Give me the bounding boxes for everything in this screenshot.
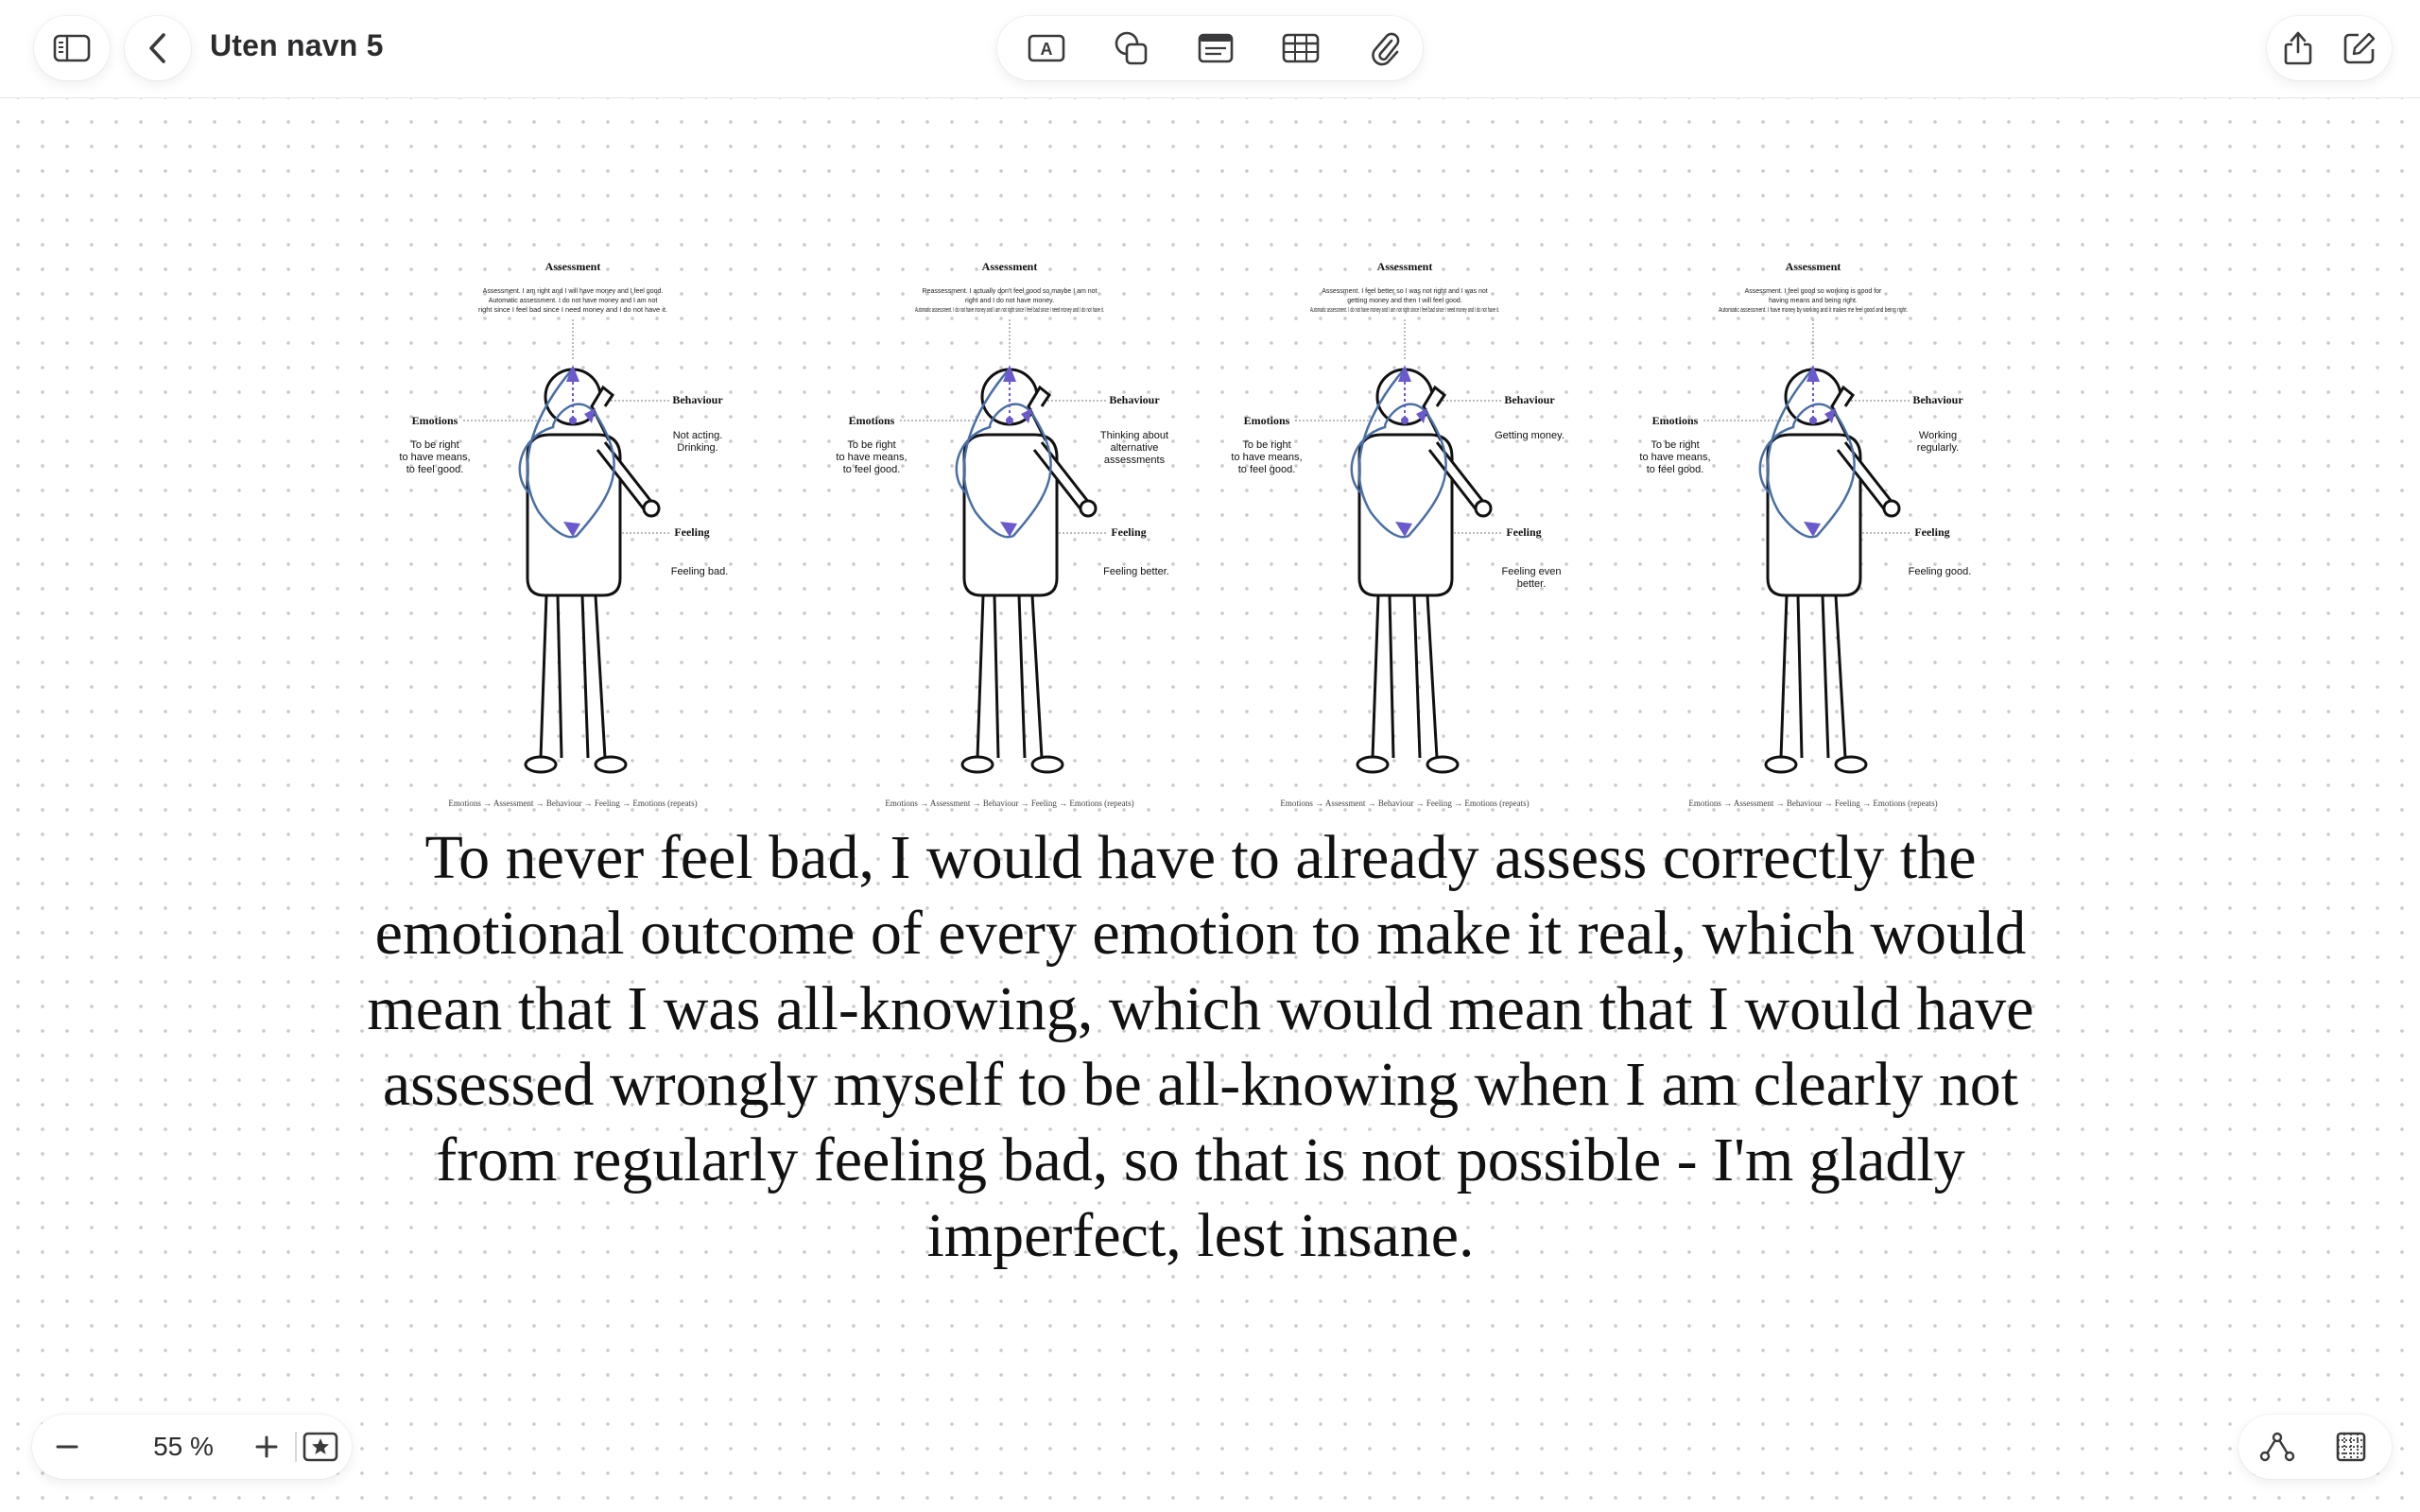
text-box-icon bbox=[1027, 32, 1066, 64]
assessment-line: Assessment. I feel good so working is good for bbox=[1744, 288, 1882, 295]
emotions-title: Emotions bbox=[848, 414, 895, 427]
stick-figure-diagram bbox=[388, 248, 729, 815]
emotions_text-line: to have means, bbox=[836, 452, 908, 463]
share-button[interactable] bbox=[2265, 15, 2331, 81]
back-button[interactable] bbox=[125, 15, 191, 81]
assessment-line: right and I do not have money. bbox=[964, 298, 1055, 304]
bottom-right-controls bbox=[2238, 1415, 2392, 1479]
table-tool-button[interactable] bbox=[1268, 15, 1334, 81]
emotions_text-line: To be right bbox=[1651, 439, 1700, 451]
stick-figure-diagram bbox=[824, 248, 1169, 815]
emotions_text-line: to feel good. bbox=[1646, 464, 1704, 475]
feeling_text-line: Feeling even bbox=[1501, 566, 1562, 577]
table-icon bbox=[1281, 32, 1321, 64]
connectors-icon bbox=[2258, 1430, 2296, 1464]
note-tool-button[interactable] bbox=[1183, 15, 1249, 81]
svg-text:A: A bbox=[1040, 40, 1053, 59]
behaviour_text-line: Getting money. bbox=[1495, 430, 1564, 441]
assessment-line: Assessment. I feel better so I was not right and I was not bbox=[1322, 288, 1488, 295]
cycle-caption: Emotions → Assessment → Behaviour → Feeling → Emotions (repeats) bbox=[1688, 799, 1938, 808]
back-pill bbox=[125, 16, 191, 80]
assessment-line: Automatic assessment. I have money by working and it makes me feel good and being right. bbox=[1719, 307, 1909, 314]
behaviour_text-line: Not acting. bbox=[672, 430, 723, 441]
assessment-line: getting money and then I will feel good. bbox=[1347, 298, 1462, 304]
shapes-icon bbox=[1113, 30, 1150, 66]
assessment-title: Assessment bbox=[981, 260, 1038, 273]
grid-icon bbox=[2334, 1430, 2368, 1464]
emotions-title: Emotions bbox=[1243, 414, 1290, 427]
share-compose-pill bbox=[2267, 16, 2392, 80]
behaviour-title: Behaviour bbox=[1109, 393, 1160, 406]
stick-figure-diagram bbox=[1219, 248, 1564, 815]
behaviour_text-line: alternative bbox=[1110, 442, 1159, 454]
document-title[interactable]: Uten navn 5 bbox=[210, 28, 384, 62]
assessment-title: Assessment bbox=[544, 260, 601, 273]
freeform-canvas[interactable] bbox=[0, 98, 2420, 1512]
zoom-out-button[interactable] bbox=[34, 1414, 100, 1480]
behaviour_text-line: Drinking. bbox=[677, 442, 718, 454]
figure-illustration[interactable] bbox=[388, 248, 729, 815]
compose-icon bbox=[2342, 30, 2377, 66]
assessment-line: right since I feel bad since I need money and I do not have it. bbox=[478, 307, 668, 314]
feeling_text-line: better. bbox=[1516, 578, 1547, 590]
grid-toggle-button[interactable] bbox=[2318, 1414, 2384, 1480]
assessment-line: Automatic assessment. I do not have money and I am not right since I feel bad since I need money and I do not have it. bbox=[915, 307, 1105, 314]
assessment-title: Assessment bbox=[1785, 260, 1841, 273]
assessment-line: having means and being right. bbox=[1769, 298, 1858, 304]
emotions-title: Emotions bbox=[411, 414, 458, 427]
assessment-title: Assessment bbox=[1376, 260, 1433, 273]
behaviour-title: Behaviour bbox=[1912, 393, 1963, 406]
sidebar-icon bbox=[53, 33, 91, 63]
cycle-caption: Emotions → Assessment → Behaviour → Feeling → Emotions (repeats) bbox=[448, 799, 698, 808]
figure-illustration[interactable] bbox=[1219, 248, 1564, 815]
minus-icon bbox=[54, 1434, 80, 1460]
behaviour-title: Behaviour bbox=[1504, 393, 1555, 406]
figure-illustration[interactable] bbox=[1628, 248, 1972, 815]
chevron-left-icon bbox=[147, 31, 169, 65]
paperclip-icon bbox=[1369, 29, 1401, 67]
emotions-title: Emotions bbox=[1651, 414, 1699, 427]
shape-tool-button[interactable] bbox=[1098, 15, 1165, 81]
emotions_text-line: To be right bbox=[410, 439, 459, 451]
emotions_text-line: to feel good. bbox=[406, 464, 464, 475]
emotions_text-line: to have means, bbox=[1639, 452, 1711, 463]
feeling_text-line: Feeling bad. bbox=[670, 566, 729, 577]
feeling-title: Feeling bbox=[1914, 525, 1950, 539]
sidebar-toggle-pill bbox=[34, 16, 110, 80]
text-box-tool-button[interactable] bbox=[1013, 15, 1080, 81]
share-icon bbox=[2282, 29, 2314, 67]
insert-tools-pill bbox=[997, 16, 1423, 80]
behaviour-title: Behaviour bbox=[672, 393, 723, 406]
star-frame-icon bbox=[302, 1431, 339, 1463]
emotions_text-line: To be right bbox=[1242, 439, 1291, 451]
feeling-title: Feeling bbox=[1506, 525, 1542, 539]
connection-mode-button[interactable] bbox=[2244, 1414, 2310, 1480]
emotions_text-line: To be right bbox=[847, 439, 896, 451]
sticky-note-icon bbox=[1197, 32, 1235, 64]
assessment-line: Assessment. I am right and I will have money and I feel good. bbox=[482, 288, 664, 295]
assessment-line: Automatic assessment. I do not have money and I am not right since I feel bad since I need money and I do not have it. bbox=[1310, 307, 1500, 314]
cycle-caption: Emotions → Assessment → Behaviour → Feeling → Emotions (repeats) bbox=[1280, 799, 1530, 808]
behaviour_text-line: assessments bbox=[1103, 455, 1166, 466]
top-toolbar bbox=[0, 0, 2420, 98]
emotions_text-line: to feel good. bbox=[842, 464, 901, 475]
feeling-title: Feeling bbox=[674, 525, 710, 539]
compose-button[interactable] bbox=[2326, 15, 2393, 81]
sidebar-toggle-button[interactable] bbox=[39, 15, 105, 81]
assessment-line: Reassessment. I actually don't feel good so maybe I am not bbox=[922, 288, 1098, 295]
quote-text-box[interactable]: To never feel bad, I would have to already assess correctly the emotional outcome of every emotion to make it real, which would mean that I was all-knowing, which would mean that I would have assessed wrongly myself to be all-knowing when I am clearly not from regularly feeling bad, so that is not possible - I'm gladly imperfect, lest insane. bbox=[367, 823, 2034, 1270]
feeling_text-line: Feeling better. bbox=[1103, 566, 1169, 577]
zoom-level[interactable]: 55 % bbox=[153, 1432, 214, 1461]
behaviour_text-line: Working bbox=[1918, 430, 1958, 441]
figure-illustration[interactable] bbox=[824, 248, 1169, 815]
attachment-tool-button[interactable] bbox=[1352, 15, 1418, 81]
behaviour_text-line: Thinking about bbox=[1099, 430, 1169, 441]
emotions_text-line: to feel good. bbox=[1237, 464, 1296, 475]
emotions_text-line: to have means, bbox=[1231, 452, 1303, 463]
plus-icon bbox=[253, 1434, 280, 1460]
feeling-title: Feeling bbox=[1111, 525, 1147, 539]
zoom-controls bbox=[32, 1415, 352, 1479]
emotions_text-line: to have means, bbox=[399, 452, 471, 463]
feeling_text-line: Feeling good. bbox=[1908, 566, 1972, 577]
favorite-views-button[interactable] bbox=[287, 1414, 354, 1480]
cycle-caption: Emotions → Assessment → Behaviour → Feeling → Emotions (repeats) bbox=[885, 799, 1134, 808]
behaviour_text-line: regularly. bbox=[1916, 442, 1960, 454]
stick-figure-diagram bbox=[1628, 248, 1972, 815]
assessment-line: Automatic assessment. I do not have money and I am not bbox=[488, 298, 658, 304]
